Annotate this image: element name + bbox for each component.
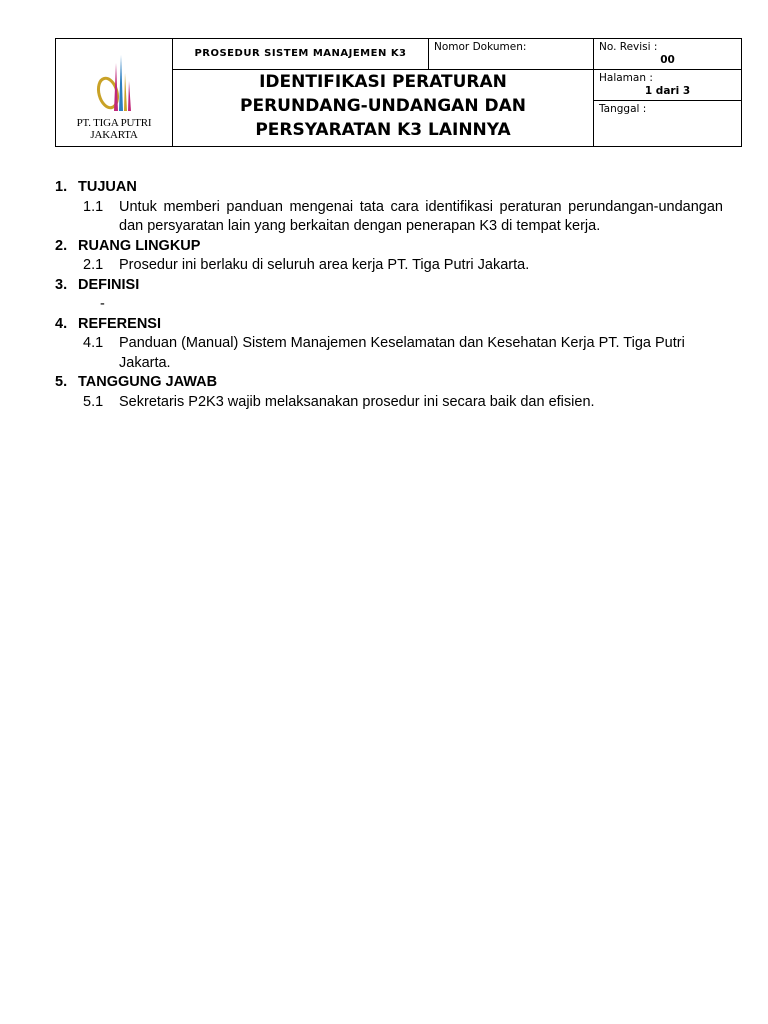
doc-title-line: PERSYARATAN K3 LAINNYA (255, 120, 511, 140)
company-name: PT. TIGA PUTRI JAKARTA (76, 117, 152, 141)
item-number: 5.1 (83, 393, 104, 410)
section-title: RUANG LINGKUP (78, 237, 201, 254)
section-heading (55, 178, 723, 198)
section-heading (55, 237, 723, 257)
no-revisi-label: No. Revisi : (599, 41, 658, 53)
list-item (55, 256, 723, 276)
section-heading (55, 276, 723, 296)
section-heading (55, 373, 723, 393)
section-number: 2. (55, 237, 68, 254)
doc-type: PROSEDUR SISTEM MANAJEMEN K3 (173, 39, 429, 70)
section-number: 5. (55, 374, 68, 390)
doc-title-line: PERUNDANG-UNDANGAN DAN (240, 96, 526, 116)
tanggal-cell (594, 101, 742, 147)
section-title: REFERENSI (78, 315, 161, 332)
item-number: 4.1 (83, 335, 104, 351)
item-number: 2.1 (83, 257, 104, 273)
document-body (55, 178, 723, 412)
doc-title (173, 70, 594, 147)
item-text: Prosedur ini berlaku di seluruh area kerja PT. Tiga Putri Jakarta. (119, 257, 530, 273)
item-text: Untuk memberi panduan mengenai tata cara identifikasi peraturan perundangan-undangan dan persyaratan lain yang berkaitan dengan penerapan K3 di tempat kerja. (119, 198, 723, 234)
halaman-label: Halaman : (599, 72, 653, 84)
document-header (55, 38, 742, 147)
section-number: 1. (55, 179, 68, 195)
list-item (55, 393, 723, 413)
no-revisi-value: 00 (660, 54, 675, 66)
company-logo (94, 51, 136, 111)
definition-placeholder: - (100, 296, 105, 312)
halaman-cell (594, 70, 742, 101)
section-number: 4. (55, 315, 68, 332)
halaman-value: 1 dari 3 (644, 85, 691, 97)
item-text: Panduan (Manual) Sistem Manajemen Keselamatan dan Kesehatan Kerja PT. Tiga Putri Jakarta. (119, 335, 685, 371)
tanggal-label: Tanggal : (599, 103, 647, 115)
nomor-dokumen-label: Nomor Dokumen: (434, 41, 527, 53)
no-revisi-cell (594, 39, 742, 70)
section-title: DEFINISI (78, 276, 140, 293)
section-number: 3. (55, 276, 68, 293)
section-heading (55, 315, 723, 335)
item-text: Sekretaris P2K3 wajib melaksanakan prosedur ini secara baik dan efisien. (119, 393, 595, 410)
section-title: TUJUAN (78, 179, 137, 195)
list-item (55, 334, 723, 373)
logo-cell (56, 39, 173, 147)
item-number: 1.1 (83, 198, 104, 215)
list-item (55, 198, 723, 237)
doc-title-line: IDENTIFIKASI PERATURAN (259, 72, 507, 92)
section-title: TANGGUNG JAWAB (78, 374, 218, 390)
nomor-dokumen-cell (429, 39, 594, 70)
